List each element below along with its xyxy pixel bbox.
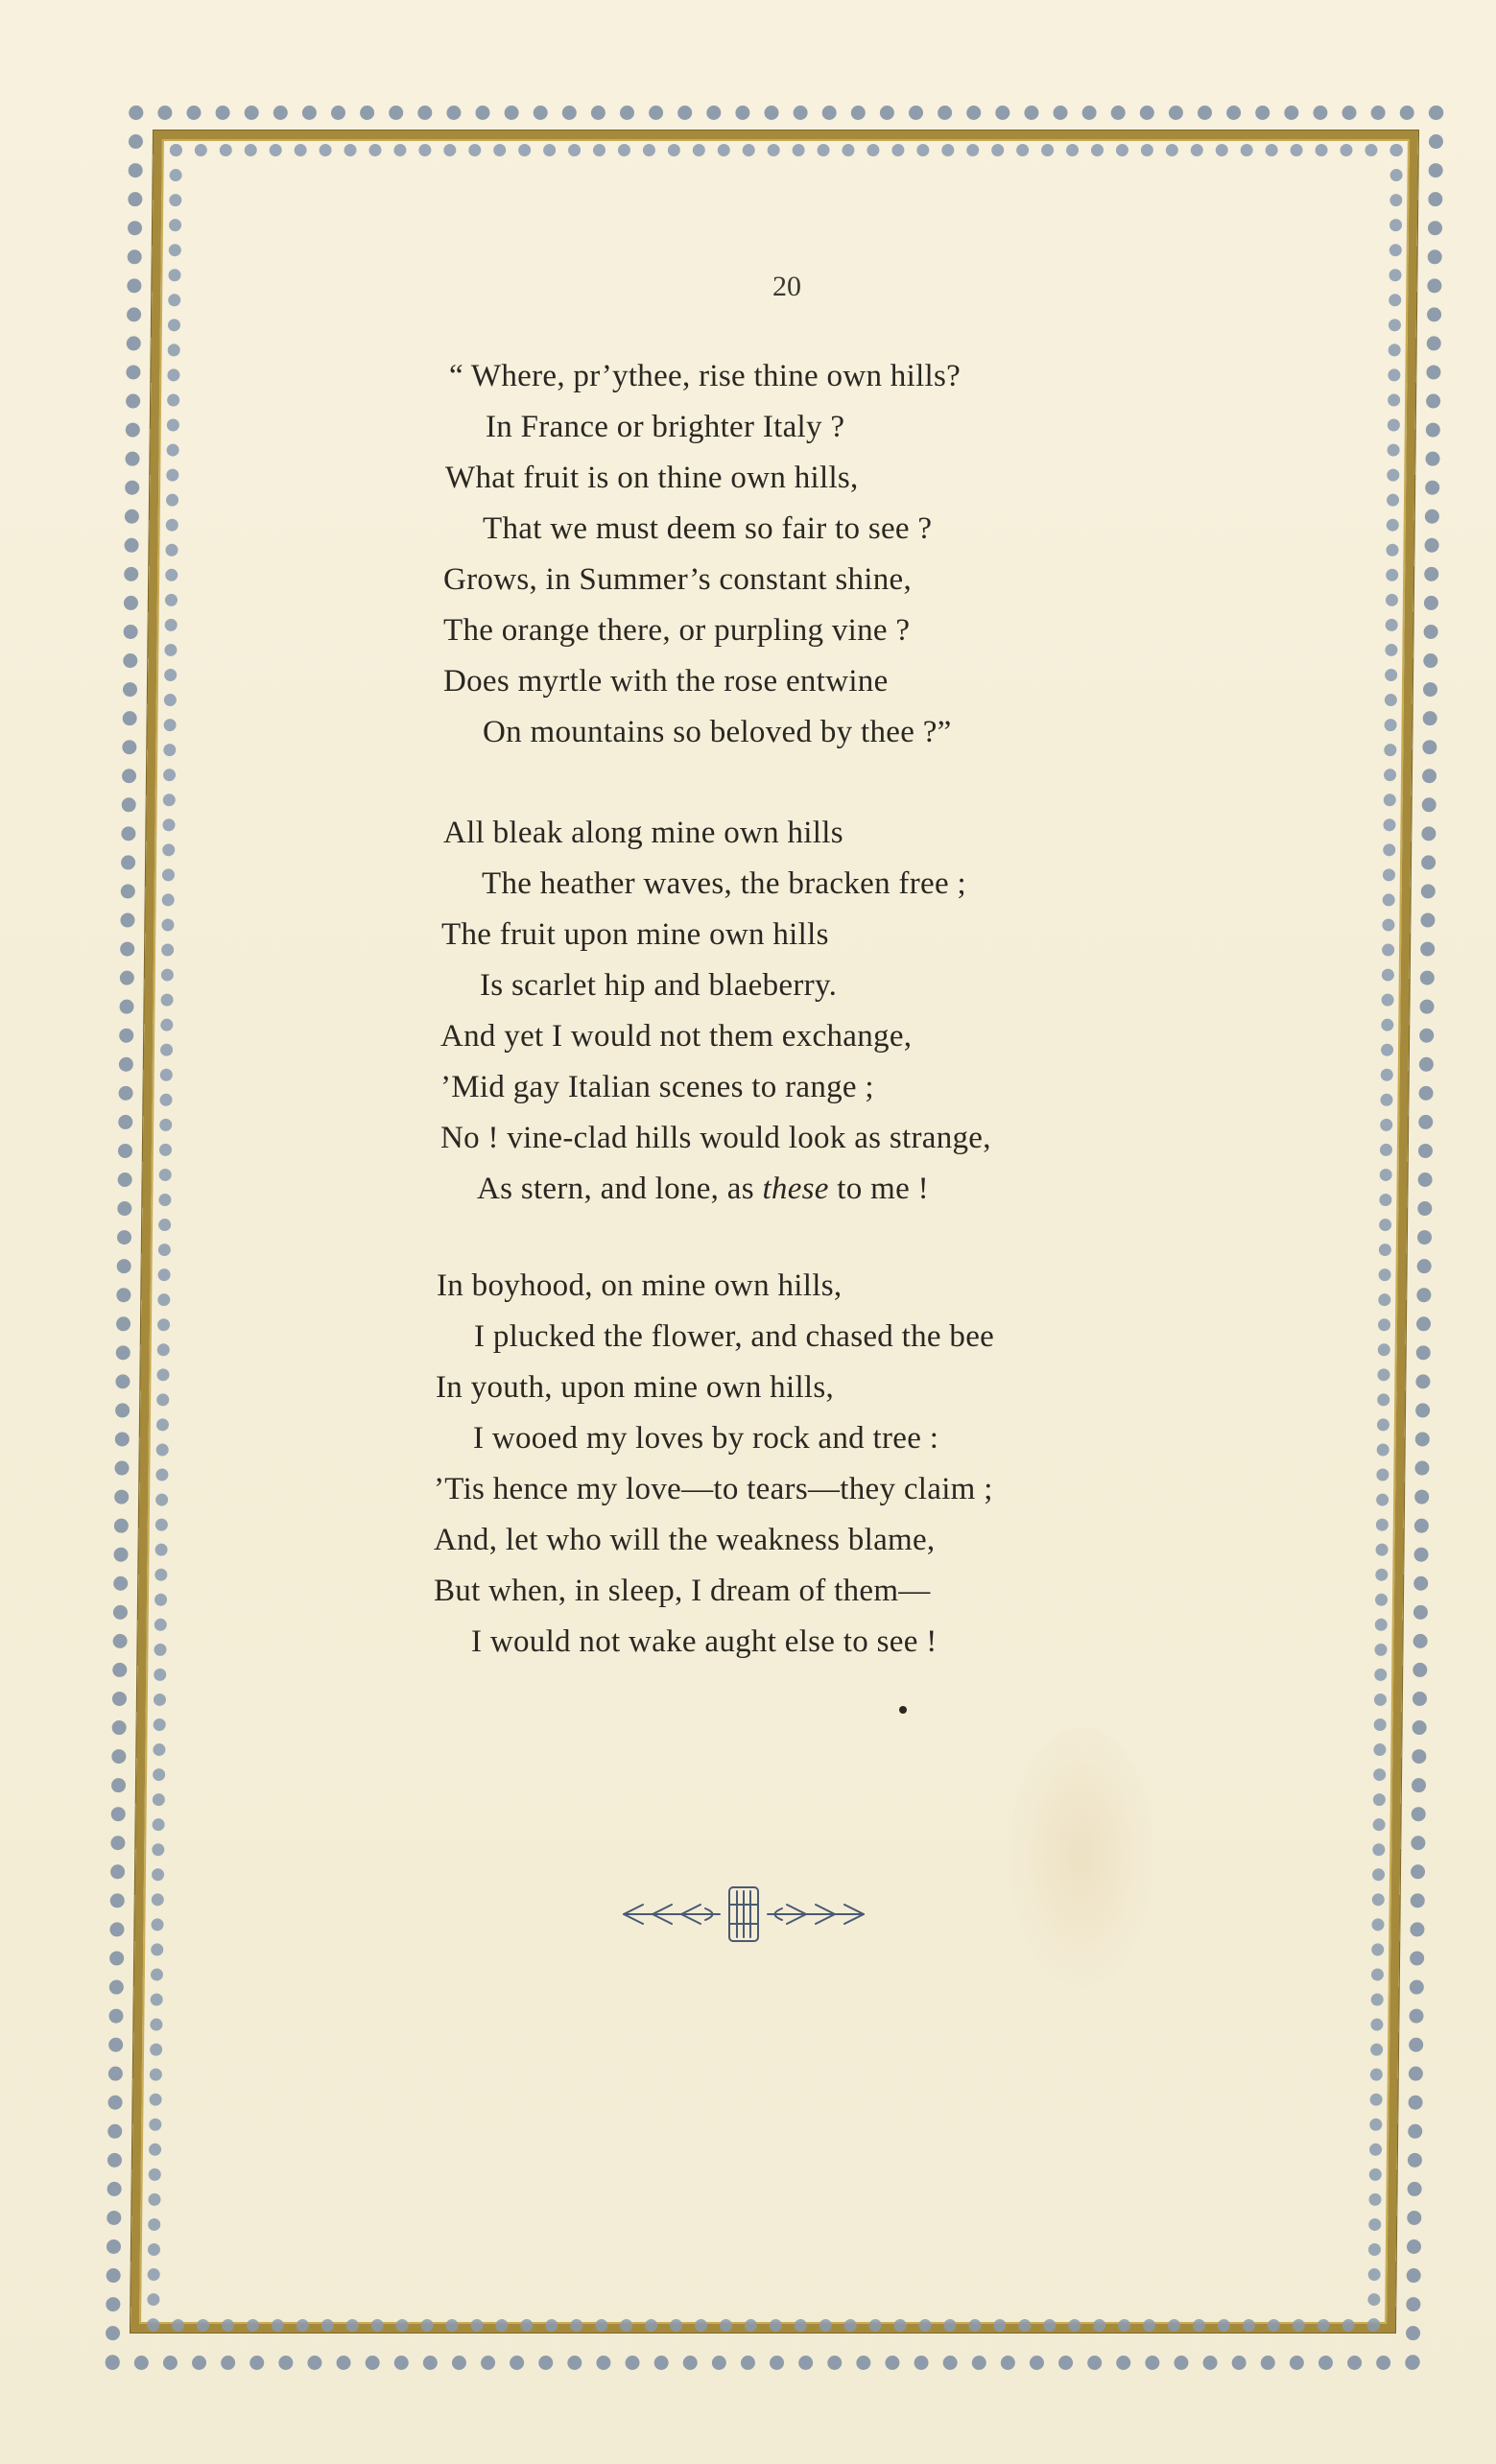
- poem-line: I plucked the flower, and chased the bee: [474, 1319, 995, 1354]
- poem-line: In youth, upon mine own hills,: [436, 1370, 835, 1405]
- poem-line: In boyhood, on mine own hills,: [437, 1268, 843, 1303]
- emphasized-word: these: [762, 1172, 829, 1206]
- poem-line: All bleak along mine own hills: [443, 816, 843, 850]
- poem-line: The heather waves, the bracken free ;: [482, 866, 966, 901]
- arrow-ornament-icon: [614, 1876, 873, 1953]
- poem-line: On mountains so beloved by thee ?”: [483, 715, 952, 749]
- poem-line: Is scarlet hip and blaeberry.: [480, 968, 838, 1003]
- poem-line: I wooed my loves by rock and tree :: [473, 1421, 939, 1456]
- poem-line: I would not wake aught else to see !: [471, 1624, 938, 1659]
- poem-line: ’Mid gay Italian scenes to range ;: [440, 1070, 874, 1104]
- poem-line: “ Where, pr’ythee, rise thine own hills?: [449, 359, 962, 393]
- poem-line: That we must deem so fair to see ?: [483, 511, 933, 546]
- poem-line: What fruit is on thine own hills,: [445, 461, 859, 495]
- poem-line: And, let who will the weakness blame,: [434, 1523, 936, 1557]
- page-number: 20: [772, 271, 801, 302]
- poem-line: ’Tis hence my love—to tears—they claim ;: [434, 1472, 993, 1506]
- poem-line: The orange there, or purpling vine ?: [443, 613, 911, 648]
- poem-line: [477, 1170, 929, 1208]
- poem-line-part: As stern, and lone, as: [477, 1172, 763, 1206]
- ink-dot: [899, 1706, 907, 1714]
- poem-line: But when, in sleep, I dream of them—: [434, 1574, 931, 1608]
- poem-line: Does myrtle with the rose entwine: [443, 664, 889, 699]
- poem-line: No ! vine-clad hills would look as strange,: [440, 1121, 991, 1155]
- poem-line: In France or brighter Italy ?: [486, 410, 845, 444]
- poem-line: Grows, in Summer’s constant shine,: [443, 562, 913, 597]
- poem-line-part: to me !: [828, 1172, 929, 1206]
- poem-line: And yet I would not them exchange,: [440, 1019, 913, 1054]
- poem-line: The fruit upon mine own hills: [441, 917, 829, 952]
